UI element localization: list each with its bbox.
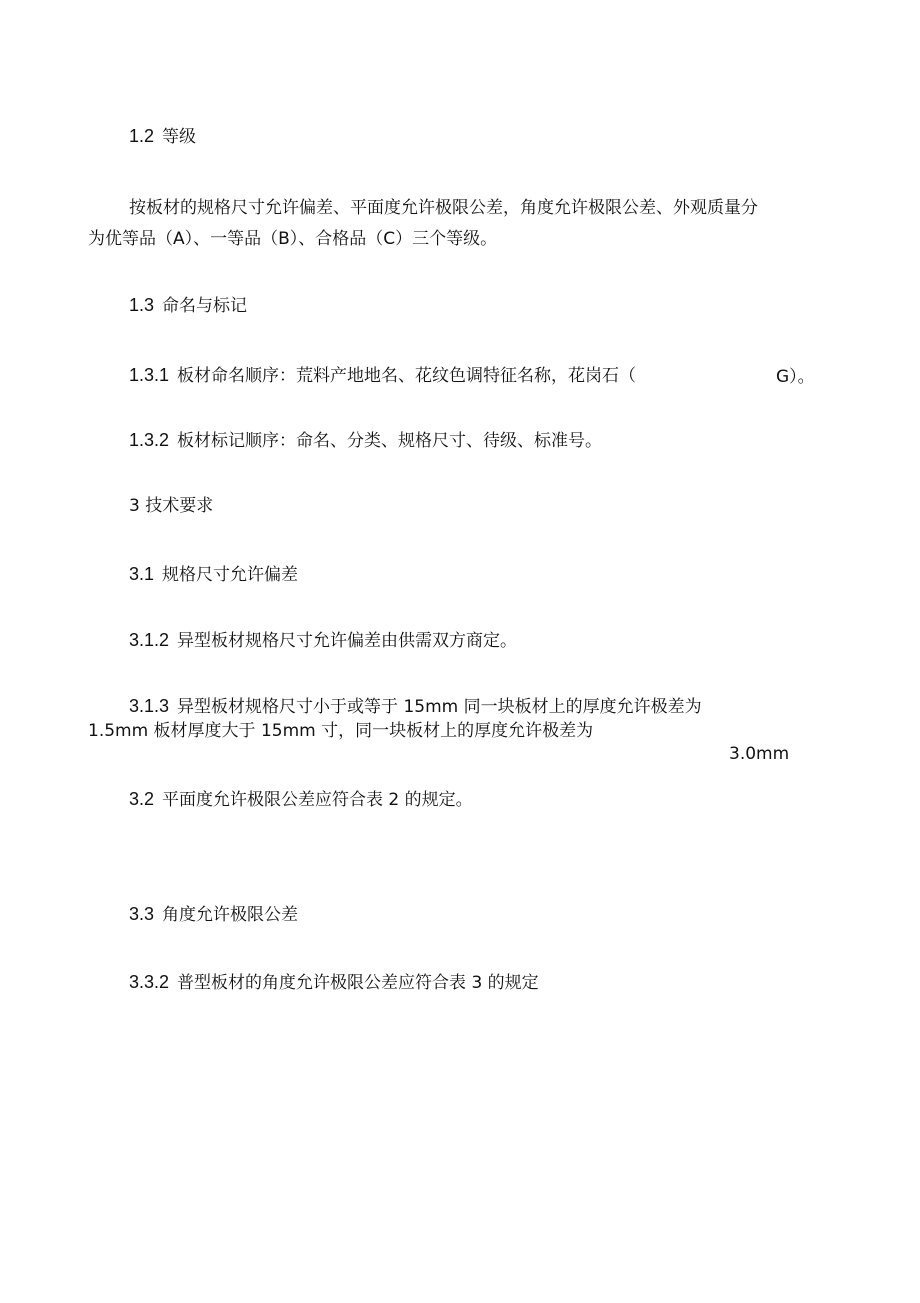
section-number: 3.2 (129, 789, 155, 809)
section-title: 角度允许极限公差 (162, 905, 299, 925)
section-3-1-3-line-3 (729, 743, 789, 765)
paragraph-text: 3.0mm (729, 744, 790, 764)
grade-paragraph-line-1 (129, 197, 758, 219)
section-title: 等级 (162, 127, 197, 147)
paragraph-text: 异型板材规格尺寸小于或等于 15mm 同一块板材上的厚度允许极差为 (177, 697, 702, 717)
section-number: 3.1.3 (129, 696, 170, 716)
grade-paragraph-line-2 (88, 228, 497, 250)
paragraph-text: 板材命名顺序：荒料产地地名、花纹色调特征名称，花岗石（ (177, 366, 637, 386)
section-1-2-heading (129, 125, 196, 148)
paragraph-text: 1.5mm 板材厚度大于 15mm 寸，同一块板材上的厚度允许极差为 (88, 721, 594, 741)
section-1-3-heading (129, 294, 247, 317)
section-3-3-2-line (129, 971, 539, 994)
section-number: 1.3.1 (129, 365, 170, 385)
section-number: 1.2 (129, 126, 155, 146)
paragraph-text: 平面度允许极限公差应符合表 2 的规定。 (162, 790, 473, 810)
paragraph-text: G）。 (776, 367, 815, 387)
paragraph-text: 异型板材规格尺寸允许偏差由供需双方商定。 (177, 631, 518, 651)
section-number: 1.3.2 (129, 430, 170, 450)
section-3-1-3-line-2 (88, 720, 593, 742)
section-number: 1.3 (129, 295, 155, 315)
section-number: 3.1 (129, 564, 155, 584)
section-3-3-heading (129, 903, 298, 926)
section-3-1-2-line (129, 629, 517, 652)
section-number: 3.3 (129, 904, 155, 924)
section-number: 3.3.2 (129, 972, 170, 992)
section-3-2-line (129, 788, 473, 811)
section-1-3-1-tail (776, 366, 815, 388)
paragraph-text: 按板材的规格尺寸允许偏差、平面度允许极限公差，角度允许极限公差、外观质量分 (129, 198, 758, 218)
paragraph-text: 普型板材的角度允许极限公差应符合表 3 的规定 (177, 973, 539, 993)
section-1-3-2-line (129, 429, 602, 452)
section-3-heading (129, 495, 213, 517)
section-3-1-3-line-1 (129, 695, 702, 718)
section-3-1-heading (129, 563, 298, 586)
section-title: 3 技术要求 (129, 496, 214, 516)
section-title: 命名与标记 (162, 296, 248, 316)
paragraph-text: 板材标记顺序：命名、分类、规格尺寸、待级、标准号。 (177, 431, 603, 451)
section-number: 3.1.2 (129, 630, 170, 650)
section-1-3-1-line (129, 364, 636, 387)
section-title: 规格尺寸允许偏差 (162, 565, 299, 585)
paragraph-text: 为优等品（A）、一等品（B）、合格品（C）三个等级。 (88, 229, 498, 249)
